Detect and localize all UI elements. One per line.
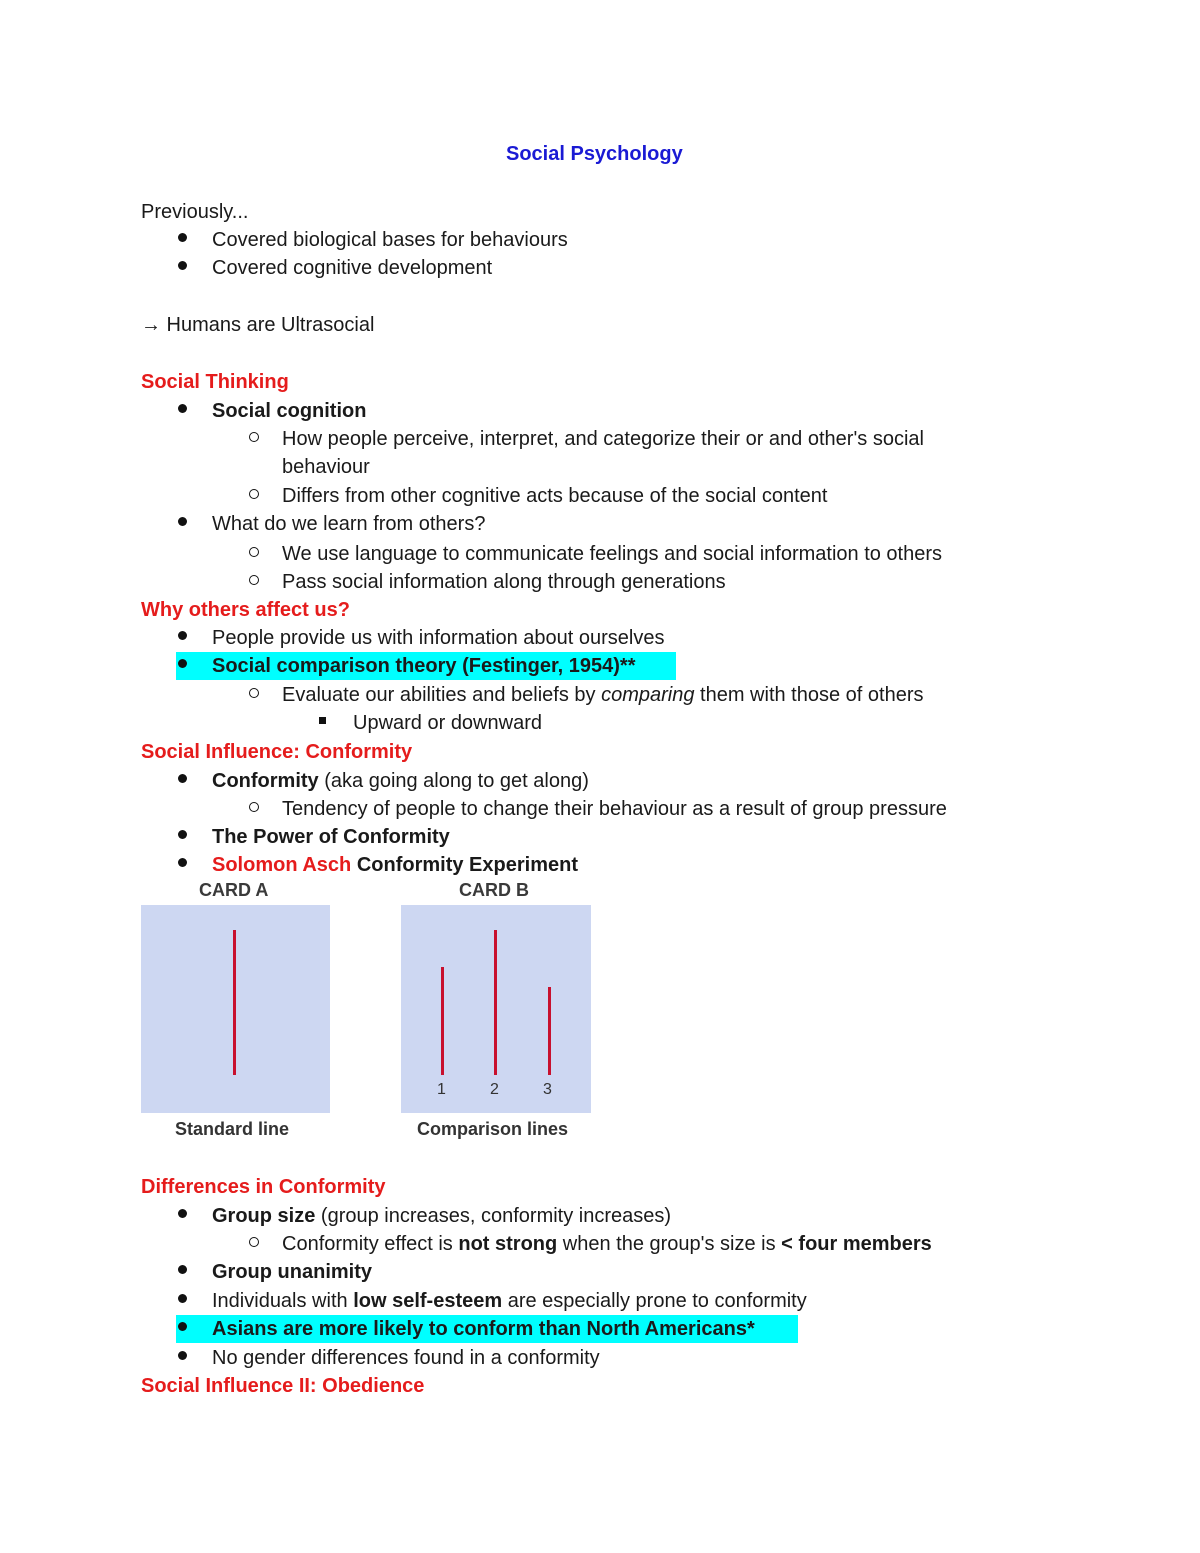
emphasis-text: comparing [601,684,695,706]
bullet-icon [176,624,188,647]
list-item: What do we learn from others? [212,513,486,535]
circle-bullet-icon [248,795,260,818]
list-item [212,1287,807,1315]
red-text: Solomon Asch [212,854,352,876]
text-segment: them with those of others [694,684,924,706]
bullet-icon [176,823,188,846]
section-heading-conformity: Social Influence: Conformity [141,741,413,763]
standard-line-label: Standard line [175,1119,290,1139]
list-item: Covered biological bases for behaviours [212,229,568,251]
circle-bullet-icon [248,681,260,704]
bullet-icon [176,254,188,277]
list-item: How people perceive, interpret, and categorize their or and other's social [282,428,924,450]
comparison-line-2 [494,930,497,1075]
list-item: Differs from other cognitive acts because of the social content [282,485,828,507]
square-bullet-icon [316,709,328,732]
section-heading-why-others: Why others affect us? [141,599,350,621]
bullet-icon [176,226,188,249]
list-item [282,681,924,709]
list-item [212,851,578,879]
list-item-continued: behaviour [282,456,370,478]
list-item: People provide us with information about ourselves [212,627,665,649]
text-segment: (aka going along to get along) [318,770,589,792]
circle-bullet-icon [248,1230,260,1253]
text-segment: Conformity effect is [282,1233,459,1255]
section-heading-social-thinking: Social Thinking [141,371,289,393]
card-b-caption: CARD B [459,880,529,900]
line-number-1: 1 [437,1081,446,1098]
comparison-line-3 [548,987,551,1075]
text-segment: are especially prone to conformity [502,1290,807,1312]
bullet-icon [176,851,188,874]
list-item-highlighted: Asians are more likely to conform than North Americans* [212,1318,755,1340]
list-item [282,1230,932,1258]
circle-bullet-icon [248,568,260,591]
text-segment: Conformity Experiment [351,854,578,876]
text-segment: Evaluate our abilities and beliefs by [282,684,602,706]
list-item: We use language to communicate feelings and social information to others [282,543,943,565]
bold-text: Conformity [212,770,319,792]
circle-bullet-icon [248,482,260,505]
list-item: Social cognition [212,400,367,422]
list-item: Tendency of people to change their behaviour as a result of group pressure [282,798,947,820]
list-item-highlighted: Social comparison theory (Festinger, 1954)** [212,655,636,677]
bold-text: not strong [458,1233,558,1255]
list-item: Upward or downward [353,712,542,734]
list-item: Covered cognitive development [212,257,493,279]
bullet-icon [176,767,188,790]
comparison-lines-label: Comparison lines [417,1119,569,1139]
list-item: No gender differences found in a conformity [212,1347,600,1369]
bold-text: < four members [781,1233,932,1255]
bold-text: Group size [212,1205,316,1227]
card-a-caption: CARD A [199,880,269,900]
list-item [212,767,589,795]
bullet-icon [176,1287,188,1310]
line-number-2: 2 [490,1081,499,1098]
ultrasocial-line: → Humans are Ultrasocial [141,314,375,336]
section-heading-obedience: Social Influence II: Obedience [141,1375,425,1397]
bold-text: low self-esteem [353,1290,503,1312]
line-number-3: 3 [543,1081,552,1098]
bullet-icon [176,1202,188,1225]
circle-bullet-icon [248,425,260,448]
list-item: Pass social information along through generations [282,571,726,593]
previously-heading: Previously... [141,201,249,223]
comparison-line-1 [441,967,444,1075]
list-item: Group unanimity [212,1261,372,1283]
text-segment: Individuals with [212,1290,354,1312]
text-segment: (group increases, conformity increases) [315,1205,672,1227]
circle-bullet-icon [248,540,260,563]
section-heading-differences: Differences in Conformity [141,1176,386,1198]
bullet-icon [176,510,188,533]
standard-line [233,930,236,1075]
page-title: Social Psychology [506,143,683,165]
list-item [212,1202,671,1230]
text-segment: when the group's size is [557,1233,782,1255]
bullet-icon [176,1315,188,1338]
bullet-icon [176,1344,188,1367]
bullet-icon [176,652,188,675]
bullet-icon [176,397,188,420]
list-item: The Power of Conformity [212,826,450,848]
bullet-icon [176,1258,188,1281]
